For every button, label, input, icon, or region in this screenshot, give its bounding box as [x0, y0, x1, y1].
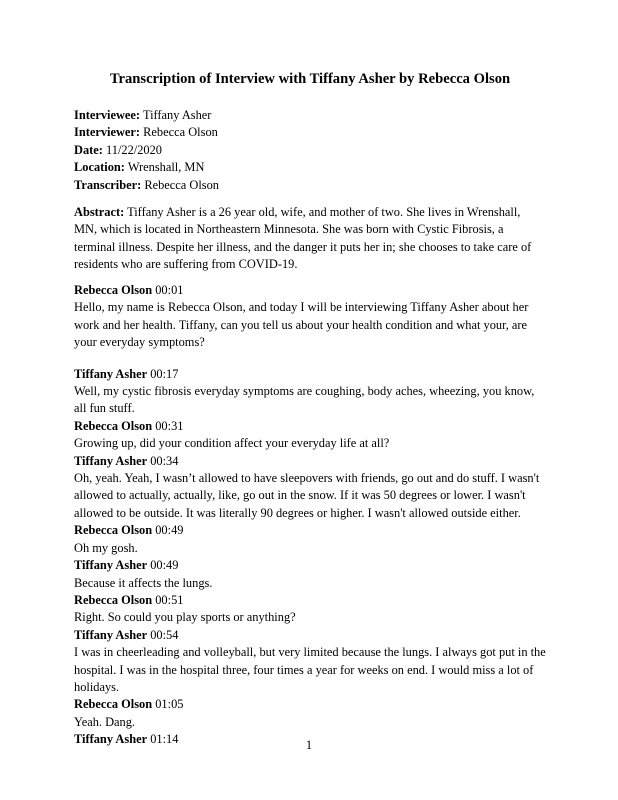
transcript-turn: [74, 627, 546, 697]
transcript-turn: [74, 453, 546, 523]
turn-text: Oh, yeah. Yeah, I wasn’t allowed to have sleepovers with friends, go out and do stuff. I wasn't allowed to actually, actually, like, go out in the snow. If it was 50 degrees or lower. I wasn't allowed to be outside. It was literally 90 degrees or higher. I wasn't allowed outside either.: [74, 471, 540, 520]
turn-text: Well, my cystic fibrosis everyday symptoms are coughing, body aches, wheezing, you know, all fun stuff.: [74, 384, 535, 416]
meta-transcriber: Transcriber: Rebecca Olson: [74, 177, 219, 192]
timestamp: 01:05: [155, 697, 184, 712]
timestamp: 00:49: [150, 558, 179, 573]
transcript-turn: [74, 696, 546, 731]
transcript-turn: [74, 418, 546, 453]
speaker-name: Tiffany Asher: [74, 627, 148, 642]
timestamp: 00:17: [150, 366, 179, 381]
meta-interviewer: Interviewer: Rebecca Olson: [74, 125, 218, 140]
transcript: [74, 282, 546, 749]
transcript-turn: [74, 366, 546, 418]
timestamp: 00:01: [155, 283, 184, 297]
timestamp: 00:54: [150, 627, 179, 642]
turn-text: Yeah. Dang.: [74, 714, 136, 729]
turn-text: Oh my gosh.: [74, 540, 138, 555]
turn-text: Hello, my name is Rebecca Olson, and today I will be interviewing Tiffany Asher about her work and her health. Tiffany, can you tell us about your health condition and what your, are your everyday symptoms?: [74, 300, 529, 350]
meta-interviewee: Interviewee: Tiffany Asher: [74, 108, 212, 122]
meta-date: Date: 11/22/2020: [74, 142, 163, 157]
timestamp: 00:34: [150, 453, 179, 468]
abstract-text: Tiffany Asher is a 26 year old, wife, and mother of two. She lives in Wrenshall, MN, which is located in Northeastern Minnesota. She was born with Cystic Fibrosis, a terminal illness. Despite her illness, and the danger it puts her in; she chooses to take care of residents who are suffering from COVID-19.: [74, 205, 532, 272]
page-number: 1: [305, 738, 313, 752]
timestamp: 00:49: [155, 523, 184, 538]
turn-text: Right. So could you play sports or anything?: [74, 610, 296, 625]
transcript-turn: [74, 282, 546, 352]
timestamp: 00:31: [155, 418, 184, 433]
speaker-name: Tiffany Asher: [74, 558, 148, 573]
speaker-name: Rebecca Olson: [74, 592, 153, 607]
speaker-name: Tiffany Asher: [74, 366, 148, 381]
turn-text: Growing up, did your condition affect your everyday life at all?: [74, 436, 390, 451]
transcript-turn: [74, 557, 546, 592]
abstract-label: Abstract:: [74, 205, 125, 219]
timestamp: 00:51: [155, 592, 184, 607]
turn-text: Because it affects the lungs.: [74, 575, 213, 590]
speaker-name: Tiffany Asher: [74, 453, 148, 468]
interview-metadata: [74, 107, 546, 194]
meta-location: Location: Wrenshall, MN: [74, 160, 205, 175]
transcript-turn: [74, 592, 546, 627]
speaker-name: Rebecca Olson: [74, 523, 153, 538]
timestamp: 01:14: [150, 732, 179, 747]
transcript-turn: [74, 522, 546, 557]
turn-text: I was in cheerleading and volleyball, but very limited because the lungs. I always got put in the hospital. I was in the hospital three, four times a year for weeks on end. I would miss a lot of holidays.: [74, 645, 546, 694]
speaker-name: Rebecca Olson: [74, 418, 153, 433]
speaker-name: Rebecca Olson: [74, 283, 153, 297]
abstract-paragraph: [74, 204, 546, 274]
speaker-name: Tiffany Asher: [74, 732, 148, 747]
document-title: Transcription of Interview with Tiffany Asher by Rebecca Olson: [109, 71, 511, 87]
speaker-name: Rebecca Olson: [74, 697, 153, 712]
